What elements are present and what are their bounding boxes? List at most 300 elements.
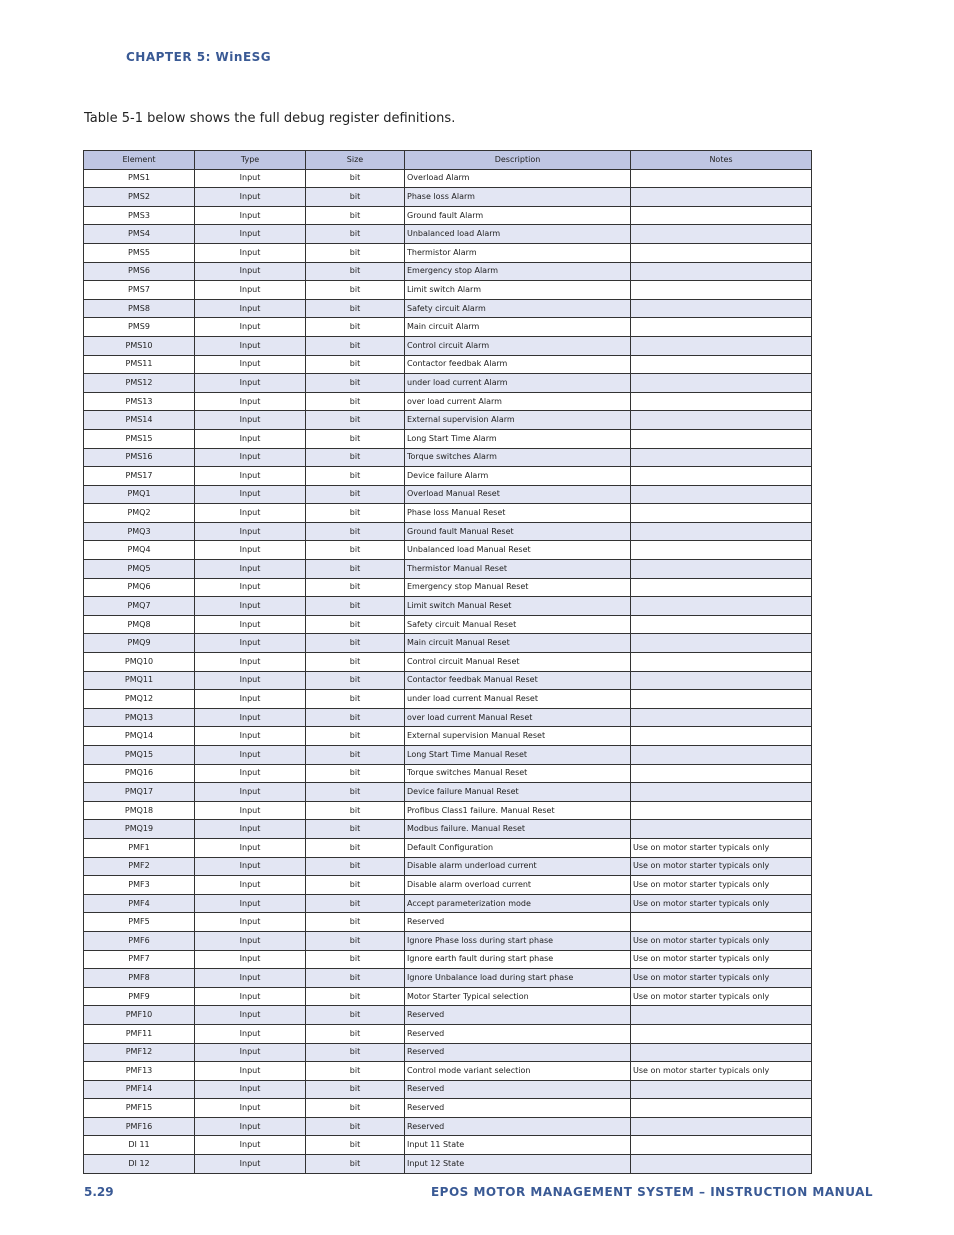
cell-element: PMF7 xyxy=(84,950,195,969)
cell-element: PMQ19 xyxy=(84,820,195,839)
cell-element: PMF2 xyxy=(84,857,195,876)
cell-type: Input xyxy=(195,1099,306,1118)
table-row xyxy=(84,336,812,355)
cell-notes xyxy=(631,169,812,188)
cell-notes xyxy=(631,429,812,448)
cell-element: PMQ15 xyxy=(84,746,195,765)
cell-element: PMS8 xyxy=(84,299,195,318)
cell-element: PMS13 xyxy=(84,392,195,411)
cell-element: PMQ11 xyxy=(84,671,195,690)
cell-size: bit xyxy=(306,318,405,337)
cell-description: Profibus Class1 failure. Manual Reset xyxy=(405,801,631,820)
debug-register-table xyxy=(83,150,812,1174)
cell-element: PMQ9 xyxy=(84,634,195,653)
cell-description: Motor Starter Typical selection xyxy=(405,987,631,1006)
cell-type: Input xyxy=(195,708,306,727)
cell-size: bit xyxy=(306,411,405,430)
cell-description: Main circuit Manual Reset xyxy=(405,634,631,653)
cell-size: bit xyxy=(306,727,405,746)
cell-type: Input xyxy=(195,355,306,374)
cell-size: bit xyxy=(306,560,405,579)
cell-notes: Use on motor starter typicals only xyxy=(631,987,812,1006)
cell-notes xyxy=(631,671,812,690)
cell-description: Thermistor Manual Reset xyxy=(405,560,631,579)
cell-notes xyxy=(631,634,812,653)
cell-element: PMQ5 xyxy=(84,560,195,579)
cell-type: Input xyxy=(195,560,306,579)
table-row xyxy=(84,987,812,1006)
cell-description: Limit switch Alarm xyxy=(405,281,631,300)
cell-notes xyxy=(631,243,812,262)
cell-type: Input xyxy=(195,1062,306,1081)
cell-notes xyxy=(631,206,812,225)
table-row xyxy=(84,913,812,932)
table-row xyxy=(84,820,812,839)
cell-size: bit xyxy=(306,1117,405,1136)
cell-size: bit xyxy=(306,1043,405,1062)
cell-type: Input xyxy=(195,243,306,262)
cell-element: PMQ6 xyxy=(84,578,195,597)
table-row xyxy=(84,653,812,672)
cell-element: PMS14 xyxy=(84,411,195,430)
cell-notes xyxy=(631,560,812,579)
cell-type: Input xyxy=(195,281,306,300)
cell-element: PMF3 xyxy=(84,876,195,895)
cell-notes xyxy=(631,504,812,523)
table-row xyxy=(84,243,812,262)
column-header-notes: Notes xyxy=(631,151,812,170)
cell-size: bit xyxy=(306,1136,405,1155)
cell-description: Ground fault Manual Reset xyxy=(405,522,631,541)
cell-element: PMS6 xyxy=(84,262,195,281)
table-row xyxy=(84,615,812,634)
cell-type: Input xyxy=(195,411,306,430)
cell-size: bit xyxy=(306,1155,405,1174)
cell-size: bit xyxy=(306,746,405,765)
table-row xyxy=(84,597,812,616)
cell-notes xyxy=(631,1006,812,1025)
table-row xyxy=(84,522,812,541)
cell-size: bit xyxy=(306,485,405,504)
cell-element: PMS16 xyxy=(84,448,195,467)
cell-type: Input xyxy=(195,931,306,950)
cell-type: Input xyxy=(195,857,306,876)
cell-notes xyxy=(631,522,812,541)
cell-element: PMS2 xyxy=(84,188,195,207)
cell-type: Input xyxy=(195,169,306,188)
table-row xyxy=(84,894,812,913)
cell-element: PMF9 xyxy=(84,987,195,1006)
cell-size: bit xyxy=(306,708,405,727)
cell-type: Input xyxy=(195,987,306,1006)
cell-description: under load current Alarm xyxy=(405,374,631,393)
cell-element: PMF8 xyxy=(84,969,195,988)
table-row xyxy=(84,485,812,504)
cell-type: Input xyxy=(195,1043,306,1062)
cell-element: PMF4 xyxy=(84,894,195,913)
cell-size: bit xyxy=(306,355,405,374)
cell-size: bit xyxy=(306,336,405,355)
cell-description: Long Start Time Alarm xyxy=(405,429,631,448)
table-row xyxy=(84,1062,812,1081)
table-row xyxy=(84,541,812,560)
cell-type: Input xyxy=(195,764,306,783)
cell-description: Emergency stop Alarm xyxy=(405,262,631,281)
cell-description: Overload Manual Reset xyxy=(405,485,631,504)
cell-type: Input xyxy=(195,671,306,690)
cell-notes xyxy=(631,392,812,411)
cell-description: over load current Alarm xyxy=(405,392,631,411)
cell-size: bit xyxy=(306,783,405,802)
cell-element: PMF5 xyxy=(84,913,195,932)
cell-size: bit xyxy=(306,206,405,225)
cell-notes xyxy=(631,1024,812,1043)
cell-description: Accept parameterization mode xyxy=(405,894,631,913)
table-row xyxy=(84,801,812,820)
cell-notes xyxy=(631,467,812,486)
cell-type: Input xyxy=(195,801,306,820)
cell-notes: Use on motor starter typicals only xyxy=(631,876,812,895)
cell-size: bit xyxy=(306,634,405,653)
cell-element: PMS4 xyxy=(84,225,195,244)
cell-type: Input xyxy=(195,225,306,244)
table-row xyxy=(84,708,812,727)
manual-title: EPOS MOTOR MANAGEMENT SYSTEM – INSTRUCTION MANUAL xyxy=(430,1185,873,1199)
cell-element: PMQ10 xyxy=(84,653,195,672)
cell-description: Phase loss Manual Reset xyxy=(405,504,631,523)
cell-notes xyxy=(631,746,812,765)
cell-description: External supervision Alarm xyxy=(405,411,631,430)
cell-element: PMS12 xyxy=(84,374,195,393)
cell-notes xyxy=(631,1155,812,1174)
cell-description: Reserved xyxy=(405,1024,631,1043)
cell-size: bit xyxy=(306,931,405,950)
cell-description: Torque switches Alarm xyxy=(405,448,631,467)
cell-element: PMQ18 xyxy=(84,801,195,820)
cell-notes xyxy=(631,281,812,300)
table-body xyxy=(84,169,812,1173)
cell-description: Reserved xyxy=(405,1117,631,1136)
table-row xyxy=(84,746,812,765)
cell-size: bit xyxy=(306,392,405,411)
cell-element: PMQ12 xyxy=(84,690,195,709)
cell-size: bit xyxy=(306,615,405,634)
cell-notes xyxy=(631,225,812,244)
cell-element: PMQ16 xyxy=(84,764,195,783)
cell-size: bit xyxy=(306,913,405,932)
cell-element: PMS5 xyxy=(84,243,195,262)
cell-notes xyxy=(631,801,812,820)
cell-notes xyxy=(631,708,812,727)
cell-size: bit xyxy=(306,429,405,448)
table-row xyxy=(84,392,812,411)
column-header-size: Size xyxy=(306,151,405,170)
cell-notes xyxy=(631,448,812,467)
cell-element: PMF6 xyxy=(84,931,195,950)
table-row xyxy=(84,950,812,969)
cell-description: Contactor feedbak Alarm xyxy=(405,355,631,374)
cell-notes xyxy=(631,336,812,355)
cell-notes xyxy=(631,262,812,281)
table-row xyxy=(84,578,812,597)
cell-type: Input xyxy=(195,653,306,672)
cell-description: Unbalanced load Alarm xyxy=(405,225,631,244)
table-row xyxy=(84,429,812,448)
cell-description: Reserved xyxy=(405,913,631,932)
cell-notes xyxy=(631,653,812,672)
cell-type: Input xyxy=(195,1024,306,1043)
cell-type: Input xyxy=(195,541,306,560)
cell-type: Input xyxy=(195,262,306,281)
cell-size: bit xyxy=(306,467,405,486)
cell-element: PMF13 xyxy=(84,1062,195,1081)
table-row xyxy=(84,671,812,690)
cell-notes xyxy=(631,1043,812,1062)
cell-type: Input xyxy=(195,876,306,895)
cell-size: bit xyxy=(306,225,405,244)
cell-notes xyxy=(631,615,812,634)
cell-description: Default Configuration xyxy=(405,838,631,857)
cell-type: Input xyxy=(195,504,306,523)
cell-notes xyxy=(631,1117,812,1136)
cell-notes xyxy=(631,299,812,318)
cell-size: bit xyxy=(306,448,405,467)
table-row xyxy=(84,1080,812,1099)
cell-description: Torque switches Manual Reset xyxy=(405,764,631,783)
cell-description: Long Start Time Manual Reset xyxy=(405,746,631,765)
table-row xyxy=(84,634,812,653)
cell-size: bit xyxy=(306,857,405,876)
cell-type: Input xyxy=(195,634,306,653)
cell-element: DI 12 xyxy=(84,1155,195,1174)
cell-notes xyxy=(631,355,812,374)
column-header-type: Type xyxy=(195,151,306,170)
table-row xyxy=(84,783,812,802)
table-row xyxy=(84,1099,812,1118)
cell-size: bit xyxy=(306,169,405,188)
cell-element: DI 11 xyxy=(84,1136,195,1155)
table-row xyxy=(84,225,812,244)
cell-type: Input xyxy=(195,1006,306,1025)
cell-element: PMF11 xyxy=(84,1024,195,1043)
cell-notes xyxy=(631,411,812,430)
table-row xyxy=(84,374,812,393)
cell-description: under load current Manual Reset xyxy=(405,690,631,709)
table-header xyxy=(84,151,812,170)
cell-size: bit xyxy=(306,188,405,207)
cell-description: Modbus failure. Manual Reset xyxy=(405,820,631,839)
cell-element: PMF15 xyxy=(84,1099,195,1118)
cell-size: bit xyxy=(306,1062,405,1081)
cell-element: PMQ4 xyxy=(84,541,195,560)
cell-type: Input xyxy=(195,1136,306,1155)
table-row xyxy=(84,876,812,895)
cell-element: PMQ7 xyxy=(84,597,195,616)
cell-element: PMQ17 xyxy=(84,783,195,802)
table-row xyxy=(84,1024,812,1043)
cell-notes xyxy=(631,764,812,783)
cell-description: Limit switch Manual Reset xyxy=(405,597,631,616)
cell-description: Control circuit Alarm xyxy=(405,336,631,355)
cell-description: over load current Manual Reset xyxy=(405,708,631,727)
cell-size: bit xyxy=(306,987,405,1006)
table-row xyxy=(84,931,812,950)
cell-notes: Use on motor starter typicals only xyxy=(631,969,812,988)
cell-description: Main circuit Alarm xyxy=(405,318,631,337)
cell-element: PMQ13 xyxy=(84,708,195,727)
cell-size: bit xyxy=(306,653,405,672)
cell-type: Input xyxy=(195,467,306,486)
cell-size: bit xyxy=(306,578,405,597)
table-row xyxy=(84,355,812,374)
cell-size: bit xyxy=(306,764,405,783)
cell-size: bit xyxy=(306,1024,405,1043)
cell-size: bit xyxy=(306,262,405,281)
cell-notes xyxy=(631,374,812,393)
cell-type: Input xyxy=(195,727,306,746)
cell-type: Input xyxy=(195,522,306,541)
cell-size: bit xyxy=(306,299,405,318)
cell-element: PMS11 xyxy=(84,355,195,374)
cell-size: bit xyxy=(306,504,405,523)
table-header-row xyxy=(84,151,812,170)
cell-notes xyxy=(631,1080,812,1099)
cell-element: PMS9 xyxy=(84,318,195,337)
cell-description: Unbalanced load Manual Reset xyxy=(405,541,631,560)
cell-type: Input xyxy=(195,783,306,802)
cell-description: Safety circuit Alarm xyxy=(405,299,631,318)
cell-description: Device failure Manual Reset xyxy=(405,783,631,802)
column-header-description: Description xyxy=(405,151,631,170)
cell-description: Safety circuit Manual Reset xyxy=(405,615,631,634)
cell-size: bit xyxy=(306,597,405,616)
cell-size: bit xyxy=(306,243,405,262)
cell-type: Input xyxy=(195,969,306,988)
cell-notes: Use on motor starter typicals only xyxy=(631,894,812,913)
cell-description: Contactor feedbak Manual Reset xyxy=(405,671,631,690)
page-number: 5.29 xyxy=(84,1185,114,1199)
cell-element: PMQ2 xyxy=(84,504,195,523)
table-row xyxy=(84,838,812,857)
table-row xyxy=(84,1043,812,1062)
cell-size: bit xyxy=(306,374,405,393)
cell-size: bit xyxy=(306,1080,405,1099)
cell-type: Input xyxy=(195,615,306,634)
cell-description: Device failure Alarm xyxy=(405,467,631,486)
cell-size: bit xyxy=(306,820,405,839)
cell-notes: Use on motor starter typicals only xyxy=(631,1062,812,1081)
cell-description: Ignore Unbalance load during start phase xyxy=(405,969,631,988)
cell-type: Input xyxy=(195,578,306,597)
cell-description: Thermistor Alarm xyxy=(405,243,631,262)
cell-notes xyxy=(631,597,812,616)
cell-size: bit xyxy=(306,522,405,541)
table-row xyxy=(84,764,812,783)
cell-type: Input xyxy=(195,838,306,857)
cell-description: Reserved xyxy=(405,1043,631,1062)
cell-notes xyxy=(631,913,812,932)
table-row xyxy=(84,281,812,300)
cell-size: bit xyxy=(306,281,405,300)
cell-element: PMS1 xyxy=(84,169,195,188)
cell-notes: Use on motor starter typicals only xyxy=(631,857,812,876)
cell-description: Ground fault Alarm xyxy=(405,206,631,225)
cell-notes xyxy=(631,820,812,839)
table-row xyxy=(84,1117,812,1136)
cell-size: bit xyxy=(306,969,405,988)
cell-notes xyxy=(631,485,812,504)
cell-element: PMQ14 xyxy=(84,727,195,746)
cell-description: Input 11 State xyxy=(405,1136,631,1155)
cell-notes xyxy=(631,1136,812,1155)
cell-size: bit xyxy=(306,541,405,560)
table-row xyxy=(84,969,812,988)
cell-element: PMF1 xyxy=(84,838,195,857)
table-row xyxy=(84,727,812,746)
cell-type: Input xyxy=(195,1117,306,1136)
cell-description: Overload Alarm xyxy=(405,169,631,188)
cell-type: Input xyxy=(195,1155,306,1174)
chapter-heading: CHAPTER 5: WinESG xyxy=(126,50,272,64)
cell-type: Input xyxy=(195,1080,306,1099)
table-row xyxy=(84,206,812,225)
cell-notes xyxy=(631,690,812,709)
cell-type: Input xyxy=(195,188,306,207)
cell-notes: Use on motor starter typicals only xyxy=(631,931,812,950)
cell-type: Input xyxy=(195,336,306,355)
cell-description: Phase loss Alarm xyxy=(405,188,631,207)
cell-notes xyxy=(631,1099,812,1118)
cell-description: Disable alarm overload current xyxy=(405,876,631,895)
table-row xyxy=(84,1006,812,1025)
cell-type: Input xyxy=(195,950,306,969)
cell-type: Input xyxy=(195,485,306,504)
cell-element: PMQ3 xyxy=(84,522,195,541)
table-row xyxy=(84,169,812,188)
cell-description: Control mode variant selection xyxy=(405,1062,631,1081)
cell-notes: Use on motor starter typicals only xyxy=(631,950,812,969)
table-row xyxy=(84,560,812,579)
cell-element: PMS3 xyxy=(84,206,195,225)
cell-type: Input xyxy=(195,392,306,411)
cell-type: Input xyxy=(195,894,306,913)
cell-notes xyxy=(631,541,812,560)
cell-type: Input xyxy=(195,690,306,709)
cell-size: bit xyxy=(306,876,405,895)
cell-size: bit xyxy=(306,838,405,857)
table-row xyxy=(84,690,812,709)
cell-size: bit xyxy=(306,1006,405,1025)
cell-element: PMS15 xyxy=(84,429,195,448)
cell-notes xyxy=(631,318,812,337)
table-row xyxy=(84,262,812,281)
cell-type: Input xyxy=(195,429,306,448)
cell-type: Input xyxy=(195,746,306,765)
table-row xyxy=(84,504,812,523)
cell-description: Emergency stop Manual Reset xyxy=(405,578,631,597)
cell-size: bit xyxy=(306,894,405,913)
cell-notes xyxy=(631,188,812,207)
cell-type: Input xyxy=(195,374,306,393)
cell-description: Input 12 State xyxy=(405,1155,631,1174)
cell-size: bit xyxy=(306,1099,405,1118)
cell-notes xyxy=(631,783,812,802)
cell-type: Input xyxy=(195,597,306,616)
cell-size: bit xyxy=(306,950,405,969)
cell-size: bit xyxy=(306,671,405,690)
cell-element: PMS10 xyxy=(84,336,195,355)
cell-size: bit xyxy=(306,801,405,820)
